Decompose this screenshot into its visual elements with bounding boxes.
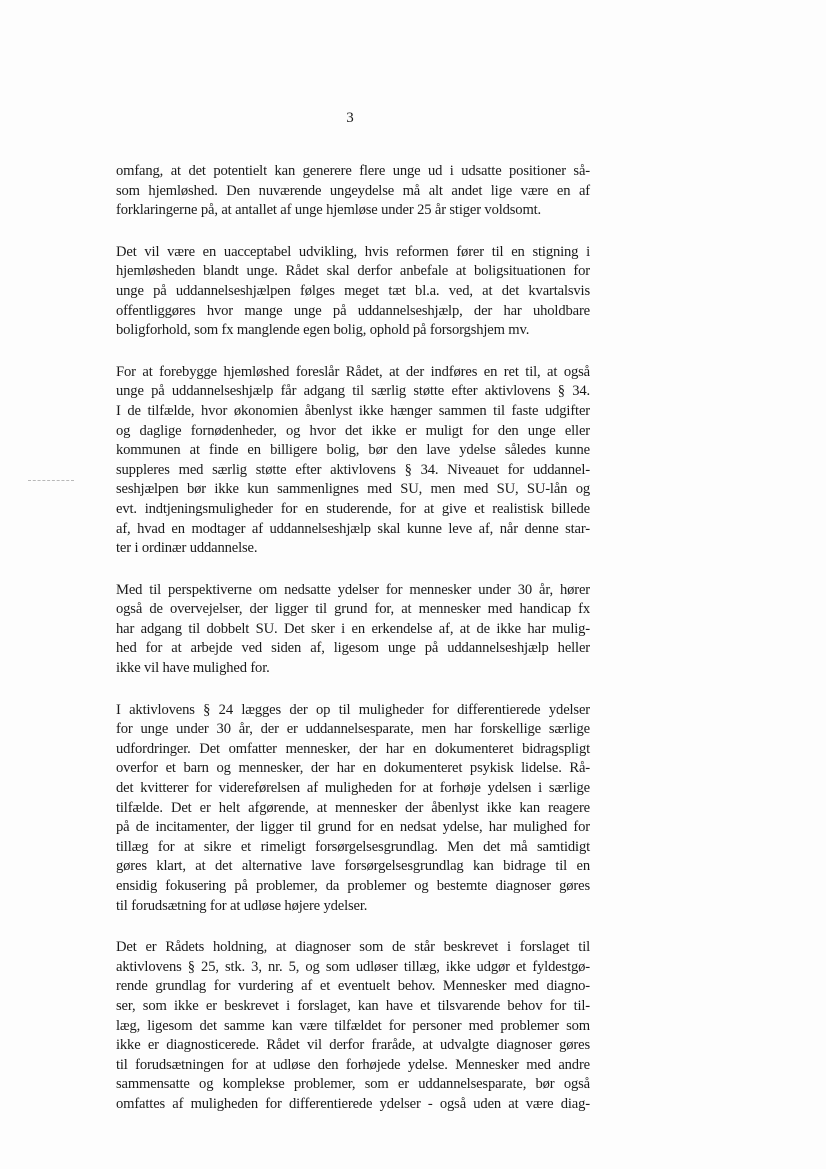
text-line: hjemløsheden blandt unge. Rådet skal derfor anbefale at boligsituationen for bbox=[116, 263, 590, 280]
text-line: udfordringer. Det omfatter mennesker, der har en dokumenteret bidragspligt bbox=[116, 740, 590, 757]
text-line: også de overvejelser, der ligger til grund for, at mennesker med handicap fx bbox=[116, 601, 590, 618]
text-line: I aktivlovens § 24 lægges der op til muligheder for differentierede ydelser bbox=[116, 701, 590, 718]
scan-margin-mark bbox=[28, 480, 74, 481]
text-line: til forudsætning for at udløse højere ydelser. bbox=[116, 897, 368, 914]
text-line: hed for at arbejde ved siden af, ligesom unge på uddannelseshjælp heller bbox=[116, 640, 590, 657]
paragraph-5 bbox=[116, 701, 590, 917]
paragraph-1 bbox=[116, 162, 590, 221]
text-line: sammensatte og komplekse problemer, som er uddannelsesparate, bør også bbox=[116, 1076, 590, 1093]
paragraph-3 bbox=[116, 363, 590, 559]
text-line: gøres klart, at det alternative lave forsørgelsesgrundlag kan bidrage til en bbox=[116, 858, 590, 875]
text-line: Med til perspektiverne om nedsatte ydelser for mennesker under 30 år, hører bbox=[116, 581, 590, 598]
text-line: rende grundlag for vurdering af et eventuelt behov. Mennesker med diagno- bbox=[116, 978, 590, 995]
text-line: tilfælde. Det er helt afgørende, at mennesker der åbenlyst ikke kan reagere bbox=[116, 799, 590, 816]
page-number: 3 bbox=[346, 110, 354, 126]
body-text bbox=[116, 162, 590, 1137]
text-line: kommunen at finde en billigere bolig, bør den lave ydelse således kunne bbox=[116, 442, 590, 459]
text-line: boligforhold, som fx manglende egen bolig, ophold på forsorgshjem mv. bbox=[116, 322, 530, 339]
text-line: tillæg for at sikre et rimeligt forsørgelsesgrundlag. Men det må samtidigt bbox=[116, 838, 590, 855]
text-line: omfattes af muligheden for differentierede ydelser - også uden at være diag- bbox=[116, 1095, 590, 1112]
text-line: unge på uddannelseshjælpen følges meget tæt bl.a. ved, at det kvartalsvis bbox=[116, 282, 590, 299]
text-line: og daglige fornødenheder, og hvor det ikke er muligt for den unge eller bbox=[116, 422, 590, 439]
text-line: læg, ligesom det samme kan være tilfældet for personer med problemer som bbox=[116, 1017, 590, 1034]
text-line: ter i ordinær uddannelse. bbox=[116, 540, 258, 557]
text-line: suppleres med særlig støtte efter aktivlovens § 34. Niveauet for uddannel- bbox=[116, 461, 590, 478]
text-line: evt. indtjeningsmuligheder for en studerende, for at give et realistisk billede bbox=[116, 500, 590, 517]
text-line: overfor et barn og mennesker, der har en dokumenteret psykisk lidelse. Rå- bbox=[116, 760, 590, 777]
text-line: For at forebygge hjemløshed foreslår Rådet, at der indføres en ret til, at også bbox=[116, 363, 590, 380]
paragraph-2 bbox=[116, 243, 590, 341]
text-line: ensidig fokusering på problemer, da problemer og bestemte diagnoser gøres bbox=[116, 878, 590, 894]
text-line: offentliggøres hvor mange unge på uddannelseshjælp, der har uholdbare bbox=[116, 302, 590, 319]
paragraph-6 bbox=[116, 938, 590, 1114]
text-line: unge på uddannelseshjælp får adgang til særlig støtte efter aktivlovens § 34. bbox=[116, 383, 590, 400]
text-line: forklaringerne på, at antallet af unge hjemløse under 25 år stiger voldsomt. bbox=[116, 202, 542, 219]
text-line: ikke er diagnosticerede. Rådet vil derfor fraråde, at udvalgte diagnoser gøres bbox=[116, 1037, 590, 1054]
text-line: ikke vil have mulighed for. bbox=[116, 660, 270, 677]
text-line: som hjemløshed. Den nuværende ungeydelse må alt andet lige være en af bbox=[116, 182, 590, 199]
text-line: I de tilfælde, hvor økonomien åbenlyst ikke hænger sammen til faste udgifter bbox=[116, 402, 590, 419]
text-line: for unge under 30 år, der er uddannelsesparate, men har forskellige særlige bbox=[116, 721, 590, 738]
text-line: seshjælpen bør ikke kun sammenlignes med SU, men med SU, SU-lån og bbox=[116, 481, 590, 498]
text-line: på de incitamenter, der ligger til grund for en nedsat ydelse, har mulighed for bbox=[116, 819, 590, 836]
text-line: Det vil være en uacceptabel udvikling, hvis reformen fører til en stigning i bbox=[116, 243, 590, 260]
text-line: har adgang til dobbelt SU. Det sker i en erkendelse af, at de ikke har mulig- bbox=[116, 620, 590, 637]
text-line: til forudsætningen for at udløse den forhøjede ydelse. Mennesker med andre bbox=[116, 1056, 590, 1073]
text-line: aktivlovens § 25, stk. 3, nr. 5, og som udløser tillæg, ikke udgør et fyldestgø- bbox=[116, 958, 590, 975]
text-line: omfang, at det potentielt kan generere flere unge ud i udsatte positioner så- bbox=[116, 163, 590, 179]
text-line: Det er Rådets holdning, at diagnoser som de står beskrevet i forslaget til bbox=[116, 939, 590, 956]
text-line: ser, som ikke er beskrevet i forslaget, kan have et tilsvarende behov for til- bbox=[116, 997, 590, 1014]
paragraph-4 bbox=[116, 581, 590, 679]
text-line: det kvitterer for videreførelsen af muligheden for at forhøje ydelsen i særlige bbox=[116, 780, 590, 797]
text-line: af, hvad en modtager af uddannelseshjælp skal kunne leve af, når denne star- bbox=[116, 520, 590, 537]
